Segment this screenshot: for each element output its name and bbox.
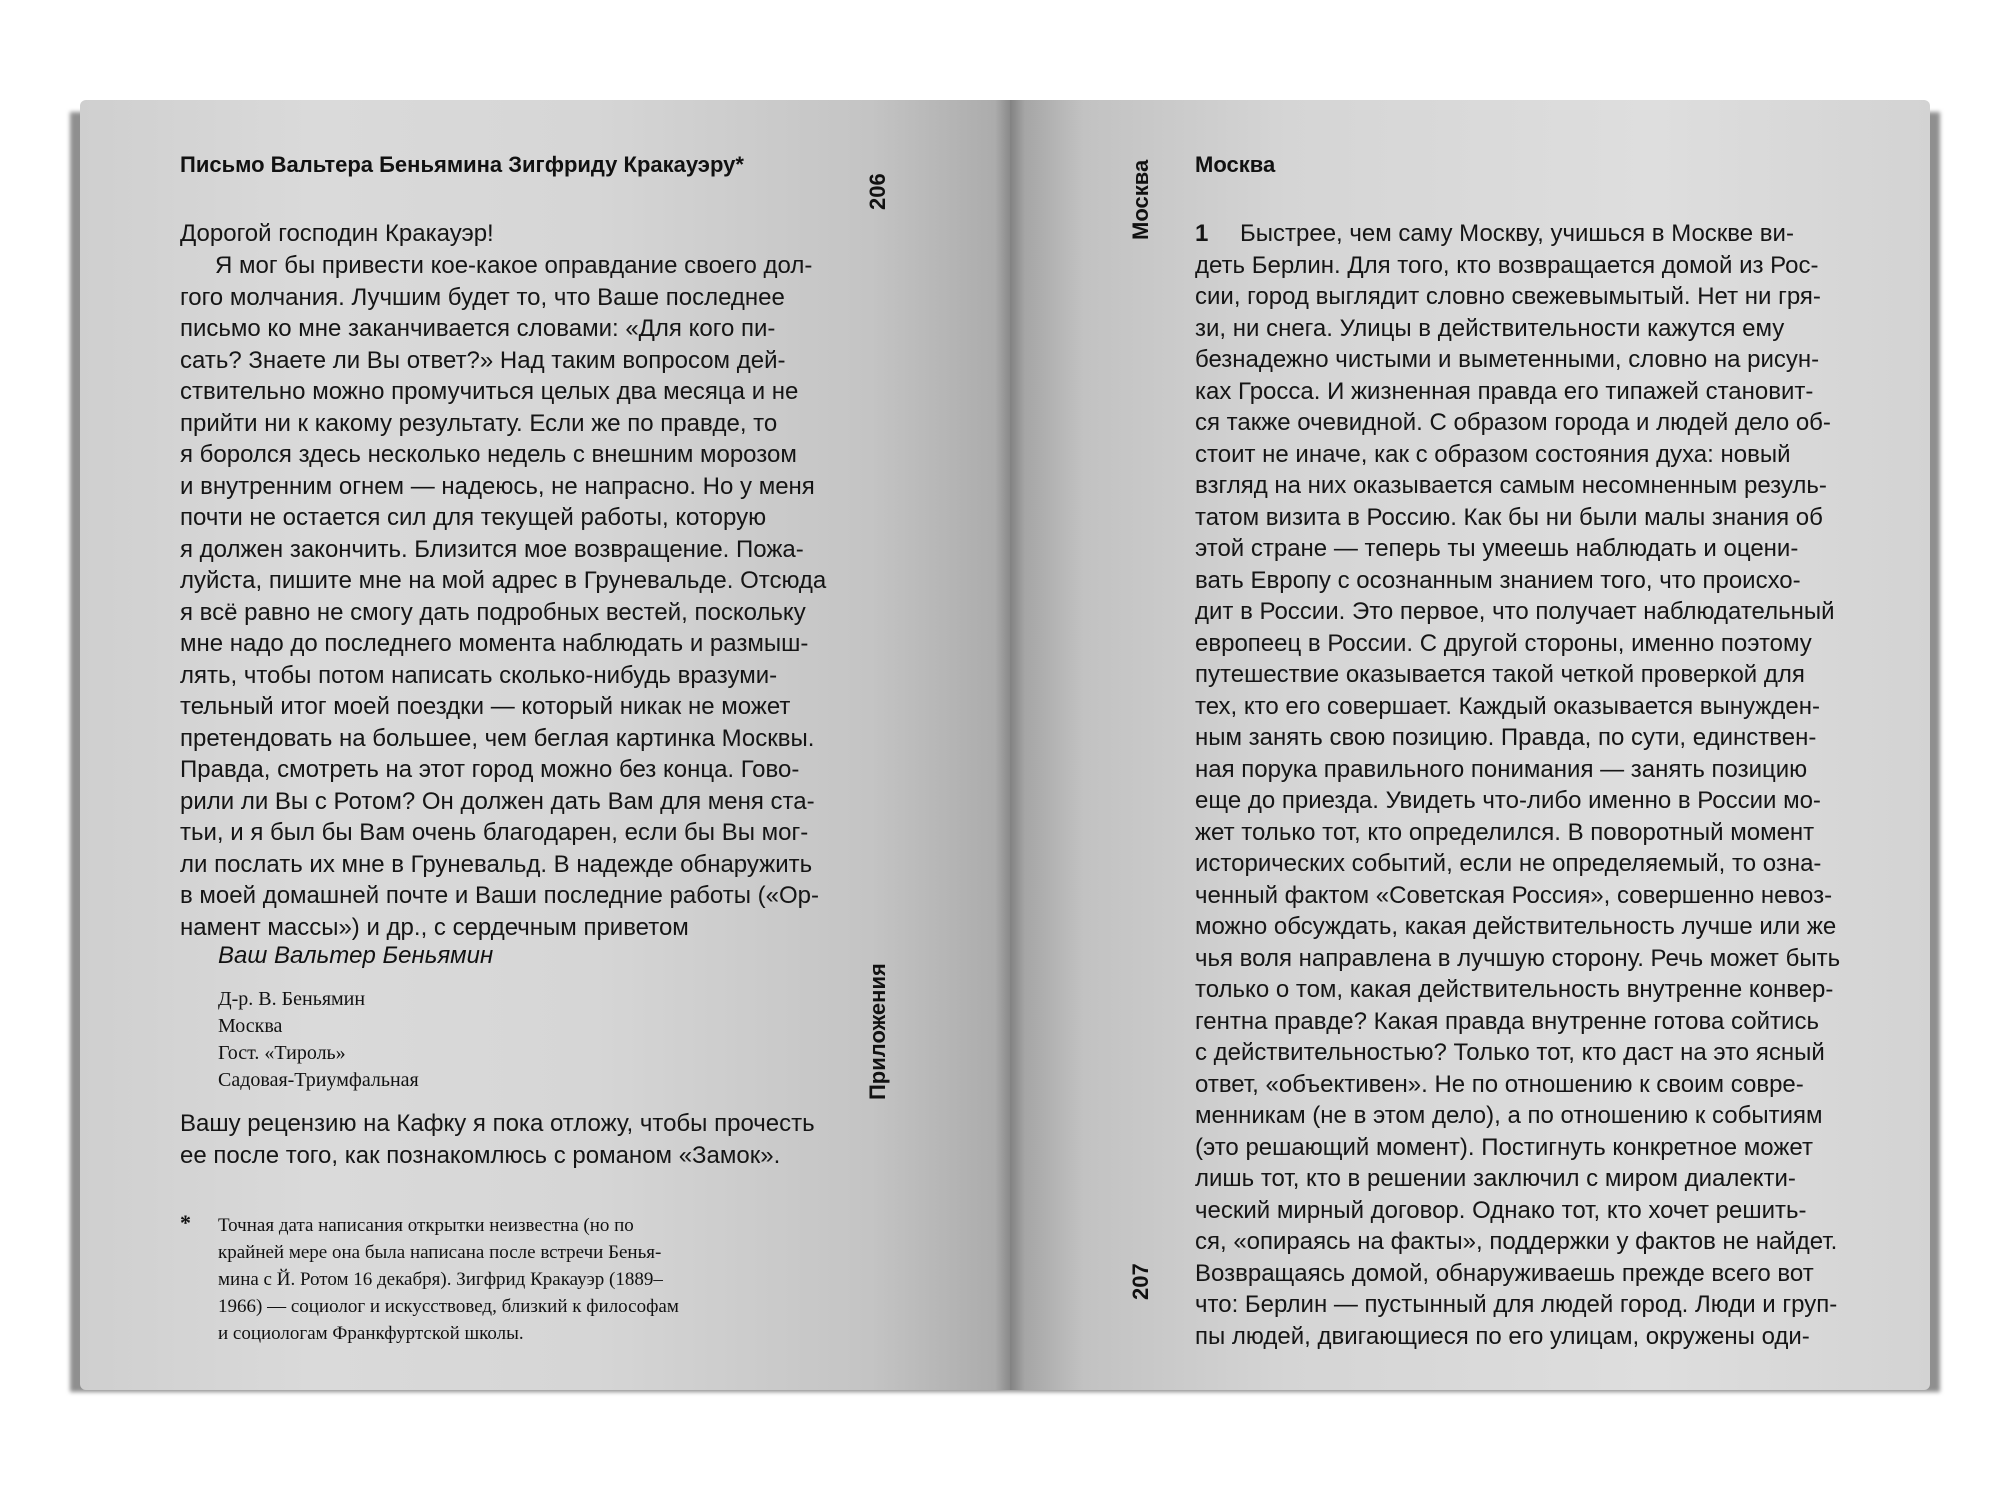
chapter-heading: Москва [1195,152,1276,177]
letter-address: Д-р. В. Беньямин Москва Гост. «Тироль» Садовая-Триумфальная [218,988,419,1091]
letter-salutation: Дорогой господин Кракауэр! [180,220,494,247]
book-gutter [995,100,1025,1390]
right-page [1010,100,1930,1390]
letter-postscript: Вашу рецензию на Кафку я пока отложу, чтобы прочесть ее после того, как познакомлюсь с романом «Замок». [180,1110,815,1169]
chapter-body: Быстрее, чем саму Москву, учишься в Москве ви- деть Берлин. Для того, кто возвращается домой из Рос- сии, город выглядит словно свежевымытый. Нет ни гря- зи, ни снега. Улицы в действительности кажутся ему безнадежно чистыми и выметенными, словно на рисун- ках Гросса. И жизненная правда его типажей становит- ся также очевидной. С образом города и людей дело об- стоит не иначе, как с образом состояния духа: новый взгляд на них оказывается самым несомненным резуль- татом визита в Россию. Как бы ни были малы знания об этой стране — теперь ты умеешь наблюдать и оцени- вать Европу с осознанным знанием того, что происхо- дит в России. Это первое, что получает наблюдательный европеец в России. С другой стороны, именно поэтому путешествие оказывается такой четкой проверкой для тех, кто его совершает. Каждый оказывается вынужден- ным занять свою позицию. Правда, по сути, единствен- ная порука правильного понимания — занять позицию еще до приезда. Увидеть что-либо именно в России мо- жет только тот, кто определился. В поворотный момент исторических событий, если не определяемый, то озна- ченный фактом «Советская Россия», совершенно невоз- можно обсуждать, какая действительность лучше или же чья воля направлена в лучшую сторону. Речь может быть только о том, какая действительность внутренне конвер- гентна правде? Какая правда внутренне готова сойтись с действительностью? Только тот, кто даст на это ясный ответ, «объективен». Не по отношению к своим совре- менникам (не в этом дело), а по отношению к событиям (это решающий момент). Постигнуть конкретное может лишь тот, кто в решении заключил с миром диалекти- ческий мирный договор. Однако тот, кто хочет решить- ся, «опираясь на факты», поддержки у фактов не найдет. Возвращаясь домой, обнаруживаешь прежде всего вот что: Берлин — пустынный для людей город. Люди и груп- пы людей, двигающиеся по его улицам, окружены оди- [1195,220,1841,1350]
section-number: 1 [1195,220,1209,247]
footnote-text: Точная дата написания открытки неизвестна (но по крайней мере она была написана после встречи Бенья- мина с Й. Ротом 16 декабря). Зигфрид Кракауэр (1889– 1966) — социолог и искусствовед, близкий к философам и социологам Франкфуртской школы. [218,1215,679,1344]
footnote-marker: * [180,1210,191,1235]
letter-heading: Письмо Вальтера Беньямина Зигфриду Кракауэру* [180,152,744,177]
left-page-number: 206 [865,173,890,210]
right-page-number: 207 [1128,1263,1153,1300]
letter-body: Я мог бы привести кое-какое оправдание своего дол- гого молчания. Лучшим будет то, что Ваше последнее письмо ко мне заканчивается словами: «Для кого пи- сать? Знаете ли Вы ответ?» Над таким вопросом дей- ствительно можно промучиться целых два месяца и не прийти ни к какому результату. Если же по правде, то я боролся здесь несколько недель с внешним морозом и внутренним огнем — надеюсь, не напрасно. Но у меня почти не остается сил для текущей работы, которую я должен закончить. Близится мое возвращение. Пожа- луйста, пишите мне на мой адрес в Груневальде. Отсюда я всё равно не смогу дать подробных вестей, поскольку мне надо до последнего момента наблюдать и размыш- лять, чтобы потом написать сколько-нибудь вразуми- тельный итог моей поездки — который никак не может претендовать на большее, чем беглая картинка Москвы. Правда, смотреть на этот город можно без конца. Гово- рили ли Вы с Ротом? Он должен дать Вам для меня ста- тьи, и я был бы Вам очень благодарен, если бы Вы мог- ли послать их мне в Груневальд. В надежде обнаружить в моей домашней почте и Ваши последние работы («Ор- намент массы») и др., с сердечным приветом [180,252,827,941]
letter-signature: Ваш Вальтер Беньямин [218,942,494,969]
left-page [80,100,1010,1390]
left-running-head: Приложения [865,963,890,1100]
right-running-head: Москва [1128,159,1153,240]
